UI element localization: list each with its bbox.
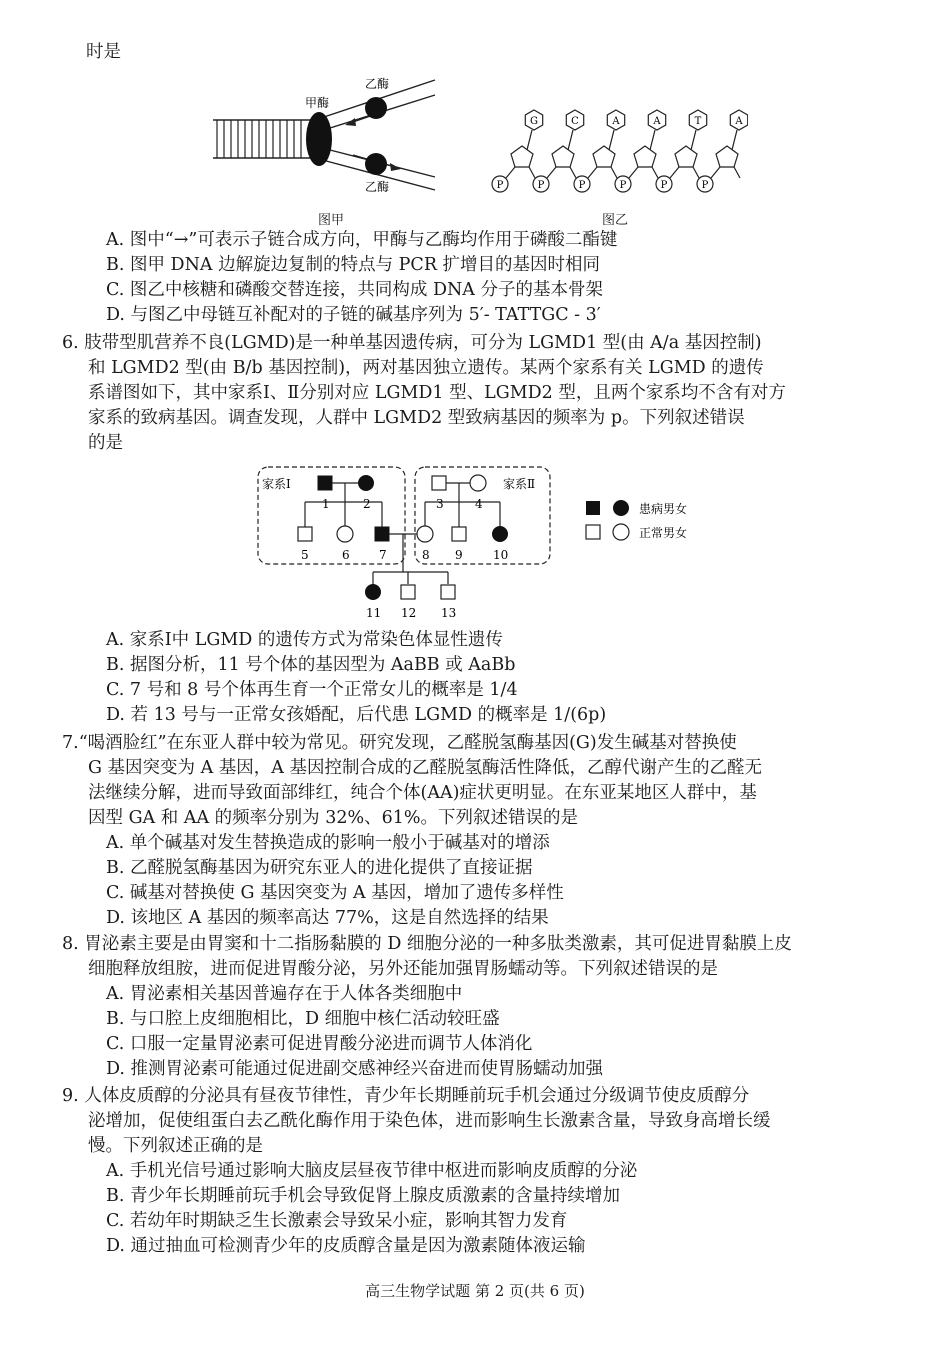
pedigree-id-10: 10 [493, 548, 509, 562]
q6-option-b: B. 据图分析，11 号个体的基因型为 AaBB 或 AaBb [106, 655, 516, 675]
q6-stem-line-4: 家系的致病基因。调查发现，人群中 LGMD2 型致病基因的频率为 p。下列叙述错误 [88, 408, 745, 428]
phosphate-sugar-bond [629, 167, 638, 178]
sugar-phosphate-bond [611, 167, 617, 178]
phosphate-sugar-bond [547, 167, 556, 178]
q6-option-a: A. 家系Ⅰ中 LGMD 的遗传方式为常染色体显性遗传 [106, 630, 503, 650]
base-letter-a: A [612, 116, 620, 127]
q6-option-d: D. 若 13 号与一正常女孩婚配，后代患 LGMD 的概率是 1/(6p) [106, 705, 607, 725]
legend-normal-label: 正常男女 [639, 526, 688, 540]
phosphate-sugar-bond [670, 167, 679, 178]
label-enzyme-yi-top: 乙酶 [365, 77, 390, 91]
figure-a-replication-diagram [205, 70, 455, 220]
q8-option-b: B. 与口腔上皮细胞相比，D 细胞中核仁活动较旺盛 [106, 1009, 500, 1029]
q7-stem-line-4: 因型 GA 和 AA 的频率分别为 32%、61%。下列叙述错误的是 [88, 808, 578, 828]
q6-option-c: C. 7 号和 8 号个体再生育一个正常女儿的概率是 1/4 [106, 680, 518, 700]
phosphate-label: P [578, 180, 586, 191]
pedigree-id-6: 6 [342, 548, 350, 562]
deoxyribose-sugar [552, 146, 574, 167]
base-letter-g: G [530, 116, 538, 127]
glycosidic-bond [568, 130, 573, 150]
pedigree-id-12: 12 [401, 606, 417, 620]
base-letter-a: A [735, 116, 743, 127]
glycosidic-bond [650, 130, 655, 150]
glycosidic-bond [609, 130, 614, 150]
label-enzyme-yi-bottom: 乙酶 [365, 180, 390, 194]
family-1-label: 家系Ⅰ [262, 477, 291, 491]
q8-stem-line-1: 8. 胃泌素主要是由胃窦和十二指肠黏膜的 D 细胞分泌的一种多肽类激素，其可促进胃黏膜上皮 [62, 934, 792, 954]
q7-stem-line-3: 法继续分解，进而导致面部绯红，纯合个体(AA)症状更明显。在东亚某地区人群中，基 [88, 783, 757, 803]
q6-stem-line-2: 和 LGMD2 型(由 B/b 基因控制)，两对基因独立遗传。某两个家系有关 LGMD 的遗传 [88, 358, 764, 378]
pedigree-id-11: 11 [366, 606, 382, 620]
family-2-label: 家系Ⅱ [503, 477, 536, 491]
pedigree-id-9: 9 [455, 548, 463, 562]
phosphate-sugar-bond [711, 167, 720, 178]
deoxyribose-sugar [716, 146, 738, 167]
continued-text-fragment: 时是 [86, 42, 121, 62]
figure-a-caption: 图甲 [318, 213, 345, 228]
q9-option-a: A. 手机光信号通过影响大脑皮层昼夜节律中枢进而影响皮质醇的分泌 [106, 1161, 638, 1181]
glycosidic-bond [732, 130, 737, 150]
glycosidic-bond [527, 130, 532, 150]
q5-option-d: D. 与图乙中母链互补配对的子链的碱基序列为 5′- TATTGC - 3′ [106, 305, 601, 325]
phosphate-label: P [537, 180, 545, 191]
q8-option-a: A. 胃泌素相关基因普遍存在于人体各类细胞中 [106, 984, 463, 1004]
q9-option-d: D. 通过抽血可检测青少年的皮质醇含量是因为激素随体液运输 [106, 1236, 586, 1256]
deoxyribose-sugar [593, 146, 615, 167]
deoxyribose-sugar [675, 146, 697, 167]
page-footer: 高三生物学试题 第 2 页(共 6 页) [365, 1282, 585, 1300]
q7-stem-line-1: 7.“喝酒脸红”在东亚人群中较为常见。研究发现，乙醛脱氢酶基因(G)发生碱基对替换使 [62, 733, 737, 753]
q5-option-c: C. 图乙中核糖和磷酸交替连接，共同构成 DNA 分子的基本骨架 [106, 280, 603, 300]
sugar-phosphate-bond [570, 167, 576, 178]
pedigree-id-2: 2 [363, 497, 371, 511]
pedigree-id-1: 1 [322, 497, 330, 511]
pedigree-id-3: 3 [436, 497, 444, 511]
pedigree-id-8: 8 [422, 548, 430, 562]
q8-stem-line-2: 细胞释放组胺，进而促进胃酸分泌，另外还能加强胃肠蠕动等。下列叙述错误的是 [88, 959, 718, 979]
glycosidic-bond [691, 130, 696, 150]
pedigree-id-4: 4 [475, 497, 483, 511]
pedigree-chart [255, 462, 715, 622]
q9-stem-line-2: 泌增加，促使组蛋白去乙酰化酶作用于染色体，进而影响生长激素含量，导致身高增长缓 [88, 1111, 771, 1131]
q9-stem-line-1: 9. 人体皮质醇的分泌具有昼夜节律性，青少年长期睡前玩手机会通过分级调节使皮质醇分 [62, 1086, 750, 1106]
q9-option-b: B. 青少年长期睡前玩手机会导致促肾上腺皮质激素的含量持续增加 [106, 1186, 620, 1206]
base-letter-c: C [571, 116, 579, 127]
q7-option-b: B. 乙醛脱氢酶基因为研究东亚人的进化提供了直接证据 [106, 858, 533, 878]
q7-stem-line-2: G 基因突变为 A 基因，A 基因控制合成的乙醛脱氢酶活性降低，乙醇代谢产生的乙醛无 [88, 758, 763, 778]
sugar-phosphate-bond [652, 167, 658, 178]
q7-option-c: C. 碱基对替换使 G 基因突变为 A 基因，增加了遗传多样性 [106, 883, 564, 903]
pedigree-id-5: 5 [301, 548, 309, 562]
deoxyribose-sugar [634, 146, 656, 167]
figure-b-caption: 图乙 [602, 213, 629, 228]
q7-option-d: D. 该地区 A 基因的频率高达 77%，这是自然选择的结果 [106, 908, 549, 928]
figure-b-nucleotide-chain [488, 106, 748, 206]
q6-stem-line-1: 6. 肢带型肌营养不良(LGMD)是一种单基因遗传病，可分为 LGMD1 型(由 A/a 基因控制) [62, 333, 762, 353]
phosphate-label: P [496, 180, 504, 191]
pedigree-id-7: 7 [379, 548, 387, 562]
base-letter-a: A [653, 116, 661, 127]
base-letter-t: T [694, 116, 702, 127]
legend-affected-label: 患病男女 [639, 502, 688, 516]
pedigree-id-13: 13 [441, 606, 457, 620]
q6-stem-line-5: 的是 [88, 433, 123, 453]
phosphate-sugar-bond [506, 167, 515, 178]
q6-stem-line-3: 系谱图如下，其中家系Ⅰ、Ⅱ分别对应 LGMD1 型、LGMD2 型，且两个家系均不含有对方 [88, 383, 786, 403]
phosphate-label: P [619, 180, 627, 191]
sugar-phosphate-bond [734, 167, 740, 178]
q9-stem-line-3: 慢。下列叙述正确的是 [88, 1136, 263, 1156]
q8-option-c: C. 口服一定量胃泌素可促进胃酸分泌进而调节人体消化 [106, 1034, 533, 1054]
q5-option-a: A. 图中“→”可表示子链合成方向，甲酶与乙酶均作用于磷酸二酯键 [106, 230, 618, 250]
q5-option-b: B. 图甲 DNA 边解旋边复制的特点与 PCR 扩增目的基因时相同 [106, 255, 601, 275]
q9-option-c: C. 若幼年时期缺乏生长激素会导致呆小症，影响其智力发育 [106, 1211, 568, 1231]
deoxyribose-sugar [511, 146, 533, 167]
sugar-phosphate-bond [529, 167, 535, 178]
phosphate-sugar-bond [588, 167, 597, 178]
phosphate-label: P [660, 180, 668, 191]
q8-option-d: D. 推测胃泌素可能通过促进副交感神经兴奋进而使胃肠蠕动加强 [106, 1059, 604, 1079]
label-enzyme-jia: 甲酶 [305, 96, 330, 110]
phosphate-label: P [701, 180, 709, 191]
q7-option-a: A. 单个碱基对发生替换造成的影响一般小于碱基对的增添 [106, 833, 550, 853]
sugar-phosphate-bond [693, 167, 699, 178]
